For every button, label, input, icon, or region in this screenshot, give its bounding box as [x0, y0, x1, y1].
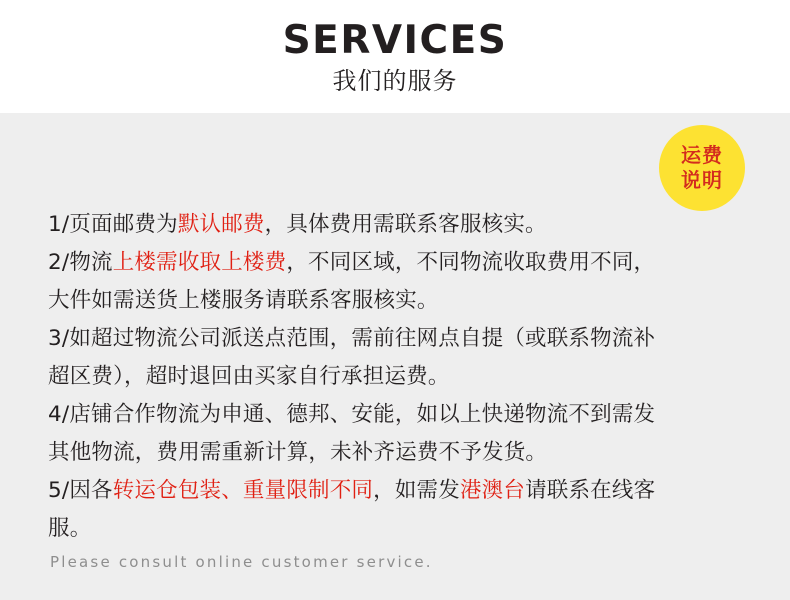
service-notes-list [48, 206, 748, 548]
highlighted-text: 默认邮费 [177, 212, 265, 237]
note-text: ，如需发 [373, 478, 460, 503]
badge-line-2: 说明 [681, 168, 723, 192]
service-note-line [48, 472, 748, 510]
service-note-line [48, 358, 748, 396]
note-text: 5/因各 [48, 478, 113, 503]
service-note-line [48, 244, 748, 282]
page-header [0, 0, 790, 113]
note-text: 超区费），超时退回由买家自行承担运费。 [48, 364, 450, 389]
services-panel [0, 113, 790, 600]
note-text: ，不同区域，不同物流收取费用不同， [286, 250, 656, 275]
service-note-line [48, 206, 748, 244]
footnote-text: Please consult online customer service. [50, 553, 433, 571]
service-note-line [48, 434, 748, 472]
note-text: 4/店铺合作物流为申通、德邦、安能，如以上快递物流不到需发 [48, 402, 656, 427]
note-text: 大件如需送货上楼服务请联系客服核实。 [48, 288, 439, 313]
highlighted-text: 上楼需收取上楼费 [112, 250, 287, 275]
shipping-note-badge [659, 125, 745, 211]
note-text: 1/页面邮费为 [48, 212, 178, 237]
note-text: 2/物流 [48, 250, 113, 275]
service-note-line [48, 396, 748, 434]
note-text: 请联系在线客 [525, 478, 656, 503]
page-subtitle: 我们的服务 [332, 67, 458, 95]
badge-line-1: 运费 [681, 143, 723, 167]
page-title: SERVICES [282, 18, 508, 63]
note-text: ，具体费用需联系客服核实。 [264, 212, 547, 237]
service-note-line [48, 282, 748, 320]
service-note-line [48, 510, 748, 548]
note-text: 其他物流，费用需重新计算，未补齐运费不予发货。 [48, 440, 548, 465]
service-note-line [48, 320, 748, 358]
note-text: 3/如超过物流公司派送点范围，需前往网点自提（或联系物流补 [48, 326, 656, 351]
note-text: 服。 [48, 516, 92, 541]
highlighted-text: 港澳台 [459, 478, 526, 503]
highlighted-text: 转运仓包装、重量限制不同 [112, 478, 374, 503]
